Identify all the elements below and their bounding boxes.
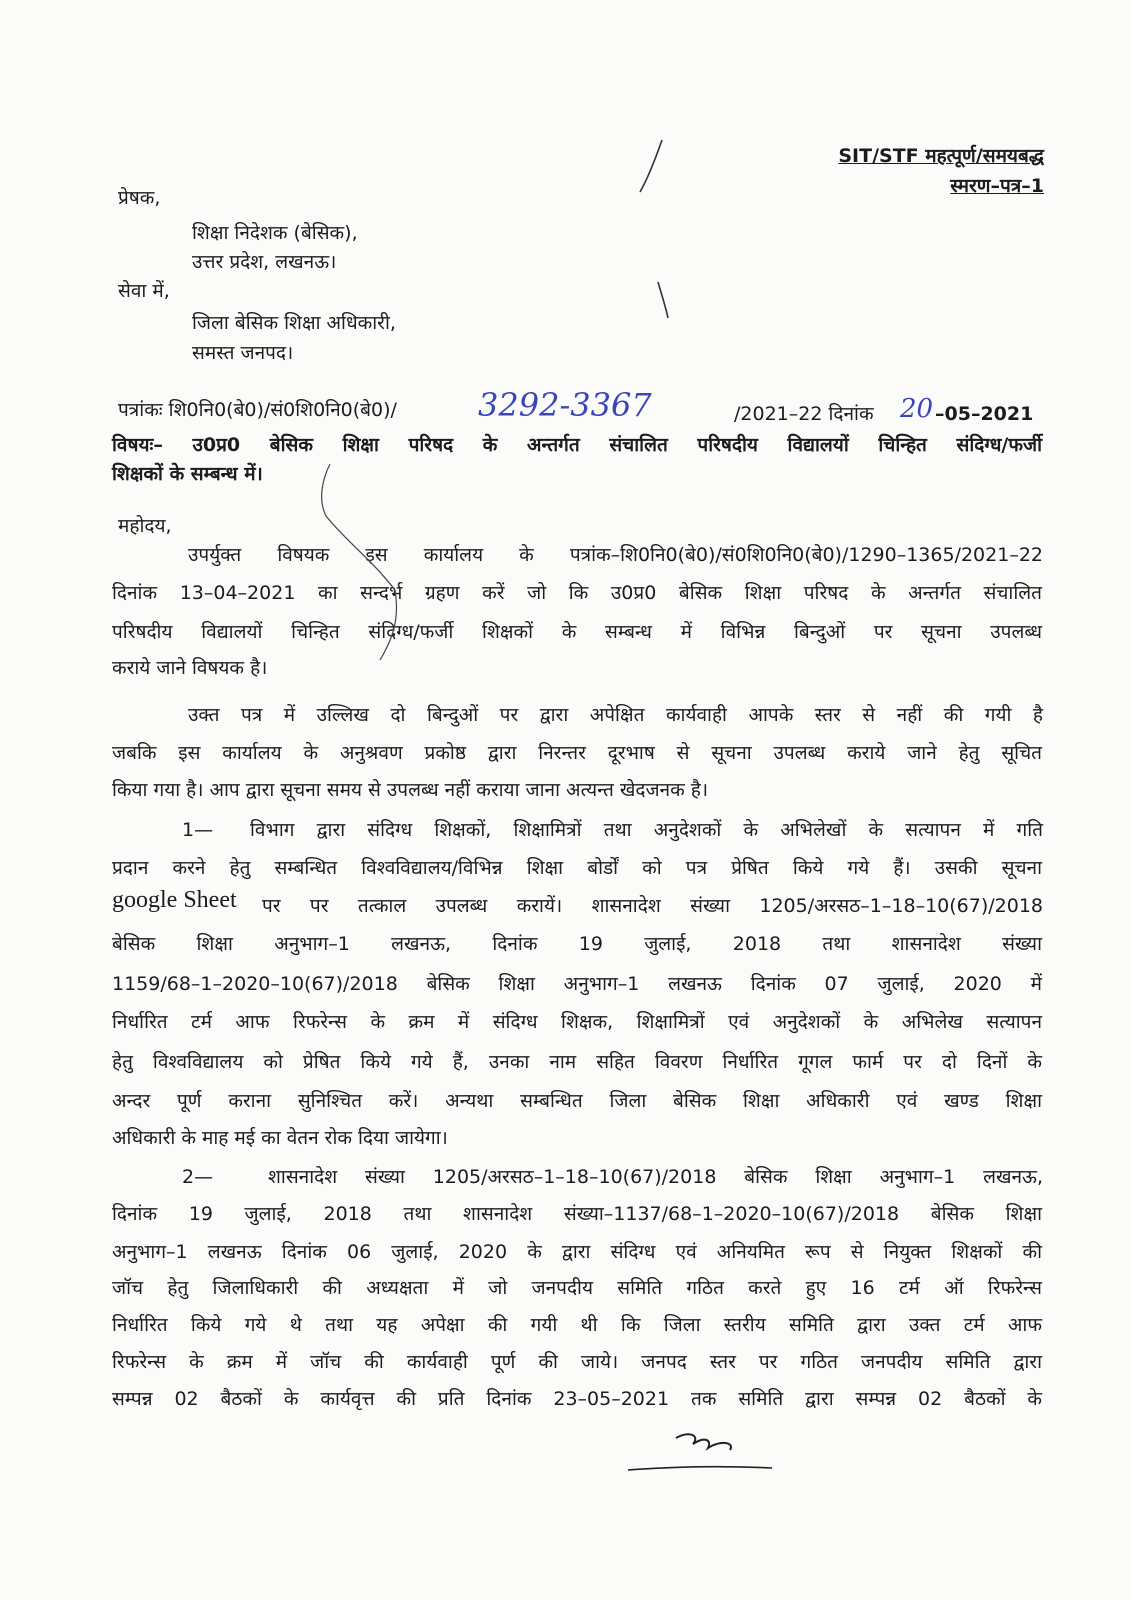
para1-line-2: दिनांक 13–04–2021 का सन्दर्भ ग्रहण करें जो कि उ0प्र0 बेसिक शिक्षा परिषद के अन्तर्गत संचालित — [112, 582, 1042, 604]
point1-line-4: बेसिक शिक्षा अनुभाग–1 लखनऊ, दिनांक 19 जुलाई, 2018 तथा शासनादेश संख्या — [112, 933, 1042, 955]
point2-line-7: सम्पन्न 02 बैठकों के कार्यवृत्त की प्रति दिनांक 23–05–2021 तक समिति द्वारा सम्पन्न 02 बैठकों के — [112, 1388, 1042, 1410]
point1-line-7: हेतु विश्वविद्यालय को प्रेषित किये गये हैं, उनका नाम सहित विवरण निर्धारित गूगल फार्म पर दो दिनों के — [112, 1051, 1042, 1073]
salutation: महोदय, — [118, 515, 172, 537]
point2-line-2: दिनांक 19 जुलाई, 2018 तथा शासनादेश संख्या–1137/68–1–2020–10(67)/2018 बेसिक शिक्षा — [112, 1203, 1042, 1225]
point1-line-6: निर्धारित टर्म आफ रिफरेन्स के क्रम में संदिग्ध शिक्षक, शिक्षामित्रों एवं अनुदेशकों के अभिलेख सत्यापन — [112, 1011, 1042, 1033]
recipient-label: सेवा में, — [118, 280, 170, 302]
point2-line-3: अनुभाग–1 लखनऊ दिनांक 06 जुलाई, 2020 के द्वारा संदिग्ध एवं अनियमित रूप से नियुक्त शिक्षकों की — [112, 1241, 1042, 1263]
recipient-place: समस्त जनपद। — [192, 342, 294, 364]
sender-label: प्रेषक, — [118, 187, 161, 209]
subject-line-1: विषयः– उ0प्र0 बेसिक शिक्षा परिषद के अन्तर्गत संचालित परिषदीय विद्यालयों चिन्हित संदिग्ध/फर्जी — [112, 434, 1042, 456]
pen-curve-mark — [322, 464, 397, 660]
para1-line-4: कराये जाने विषयक है। — [112, 657, 268, 679]
point1-line-3: पर पर तत्काल उपलब्ध करायें। शासनादेश संख्या 1205/अरसठ–1–18–10(67)/2018 — [262, 895, 1043, 917]
handwritten-day: 20 — [900, 394, 934, 424]
reference-year: /2021–22 दिनांक — [734, 403, 874, 425]
google-sheet-text: google Sheet — [112, 887, 237, 913]
handwritten-reference-number: 3292-3367 — [478, 386, 652, 424]
signature-underline — [628, 1467, 772, 1470]
para2-line-3: किया गया है। आप द्वारा सूचना समय से उपलब्ध नहीं कराया जाना अत्यन्त खेदजनक है। — [112, 779, 709, 801]
point2-line-1: शासनादेश संख्या 1205/अरसठ–1–18–10(67)/2018 बेसिक शिक्षा अनुभाग–1 लखनऊ, — [268, 1166, 1043, 1188]
reminder-tag: स्मरण–पत्र–1 — [950, 175, 1044, 197]
point2-line-6: रिफरेन्स के क्रम में जॉच की कार्यवाही पूर्ण की जाये। जनपद स्तर पर गठित जनपदीय समिति द्वारा — [112, 1351, 1042, 1373]
point1-number: 1— — [182, 819, 214, 841]
sender-name: शिक्षा निदेशक (बेसिक), — [192, 222, 358, 244]
point2-line-4: जॉच हेतु जिलाधिकारी की अध्यक्षता में जो जनपदीय समिति गठित करते हुए 16 टर्म ऑ रिफरेन्स — [112, 1277, 1042, 1299]
recipient-name: जिला बेसिक शिक्षा अधिकारी, — [192, 312, 396, 334]
priority-tag: SIT/STF महत्पूर्ण/समयबद्ध — [838, 145, 1044, 167]
point1-line-2: प्रदान करने हेतु सम्बन्धित विश्वविद्यालय/विभिन्न शिक्षा बोर्डों को पत्र प्रेषित किये गये हैं। उसकी सूचना — [112, 857, 1042, 879]
para1-line-1: उपर्युक्त विषयक इस कार्यालय के पत्रांक–शि0नि0(बे0)/सं0शि0नि0(बे0)/1290–1365/2021–22 — [188, 544, 1043, 566]
point2-number: 2— — [182, 1166, 214, 1188]
subject-line-2: शिक्षकों के सम्बन्ध में। — [112, 463, 263, 485]
pen-stroke-mark — [640, 140, 662, 192]
pen-stroke-mark — [658, 282, 668, 318]
point1-line-8: अन्दर पूर्ण कराना सुनिश्चित करें। अन्यथा सम्बन्धित जिला बेसिक शिक्षा अधिकारी एवं खण्ड शिक्षा — [112, 1090, 1042, 1112]
reference-date: –05–2021 — [935, 403, 1034, 425]
para2-line-2: जबकि इस कार्यालय के अनुश्रवण प्रकोष्ठ द्वारा निरन्तर दूरभाष से सूचना उपलब्ध कराये जाने हेतु सूचित — [112, 742, 1042, 764]
reference-prefix: पत्रांकः शि0नि0(बे0)/सं0शि0नि0(बे0)/ — [118, 399, 397, 421]
sender-place: उत्तर प्रदेश, लखनऊ। — [192, 251, 337, 273]
signature-icon — [676, 1434, 731, 1450]
point1-line-1: विभाग द्वारा संदिग्ध शिक्षकों, शिक्षामित्रों तथा अनुदेशकों के अभिलेखों के सत्यापन में गति — [250, 819, 1043, 841]
point2-line-5: निर्धारित किये गये थे तथा यह अपेक्षा की गयी थी कि जिला स्तरीय समिति द्वारा उक्त टर्म आफ — [112, 1314, 1042, 1336]
point1-line-9: अधिकारी के माह मई का वेतन रोक दिया जायेगा। — [112, 1127, 448, 1149]
point1-line-5: 1159/68–1–2020–10(67)/2018 बेसिक शिक्षा अनुभाग–1 लखनऊ दिनांक 07 जुलाई, 2020 में — [112, 973, 1042, 995]
para1-line-3: परिषदीय विद्यालयों चिन्हित संदिग्ध/फर्जी शिक्षकों के सम्बन्ध में विभिन्न बिन्दुओं पर सूचना उपलब्ध — [112, 621, 1042, 643]
para2-line-1: उक्त पत्र में उल्लिख दो बिन्दुओं पर द्वारा अपेक्षित कार्यवाही आपके स्तर से नहीं की गयी है — [188, 704, 1043, 726]
